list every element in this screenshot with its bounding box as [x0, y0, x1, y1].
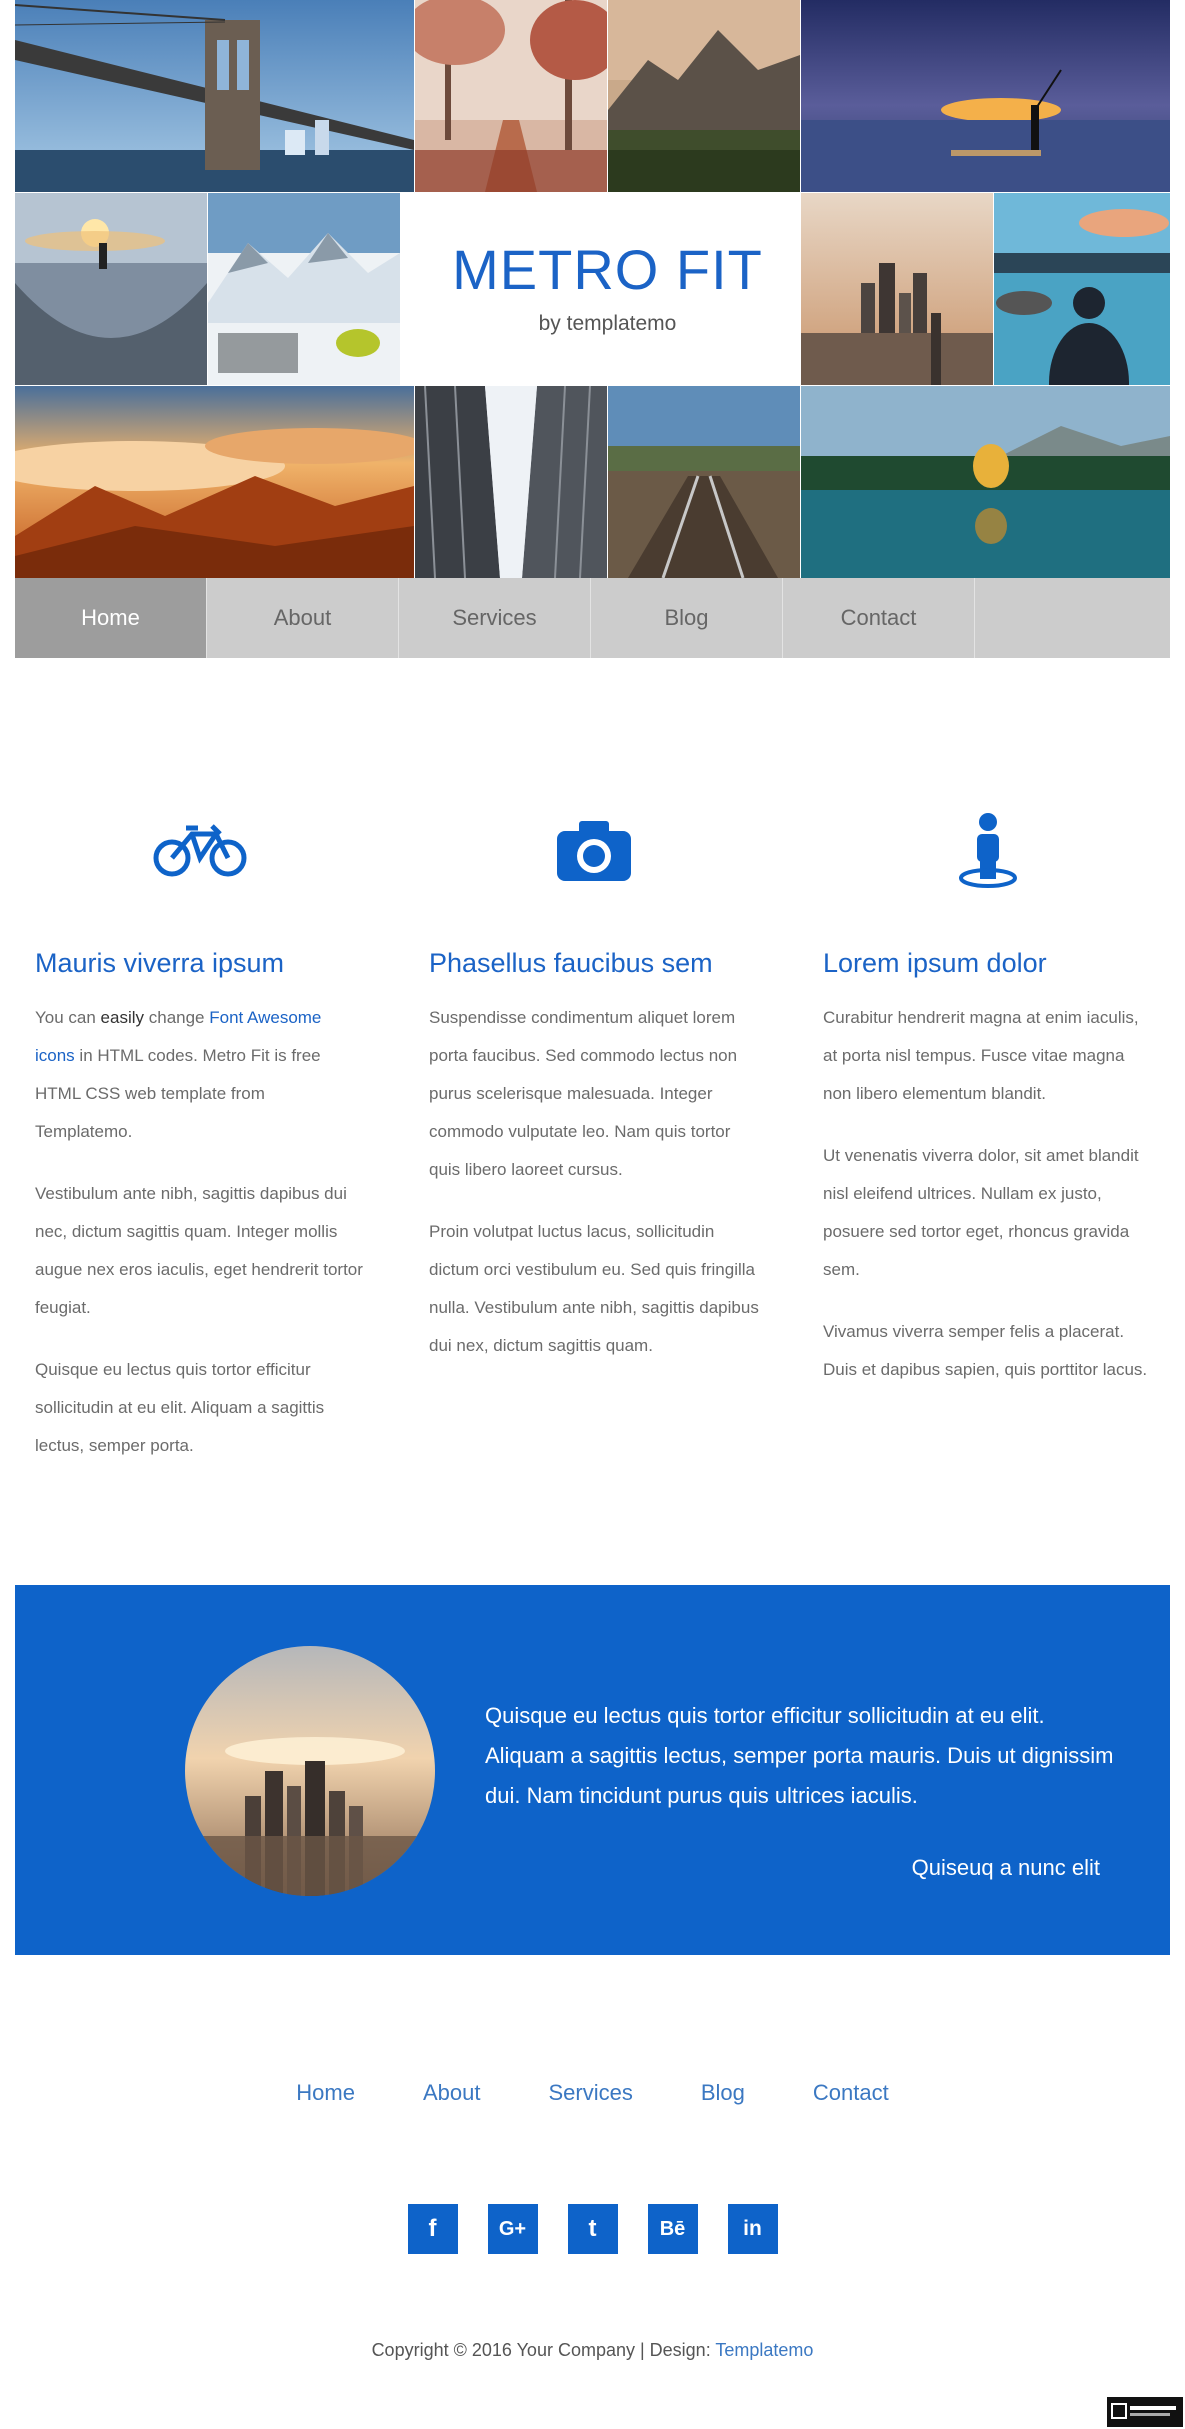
copyright-text: Copyright © 2016 Your Company | Design: — [371, 2340, 716, 2360]
nav-contact[interactable]: Contact — [783, 578, 975, 658]
footer-link-home[interactable]: Home — [296, 2080, 355, 2105]
feature-paragraph: You can easily change Font Awesome icons in HTML codes. Metro Fit is free HTML CSS web template from Templatemo. — [35, 1008, 322, 1141]
twitter-icon[interactable]: t — [568, 2204, 618, 2254]
photo-snowy-mountains — [208, 193, 400, 385]
footer-link-blog[interactable]: Blog — [700, 2080, 745, 2105]
feature-paragraph: Vestibulum ante nibh, sagittis dapibus dui nec, dictum sagittis quam. Integer mollis augue nex eros iaculis, eget hendrerit tortor feugiat. — [35, 1184, 363, 1317]
photo-autumn-forest — [415, 0, 607, 192]
social-links — [0, 2204, 1185, 2254]
feature-column-1 — [35, 810, 365, 1465]
photo-balloon-lake — [801, 386, 1170, 578]
facebook-icon[interactable]: f — [408, 2204, 458, 2254]
testimonial-city-photo — [185, 1646, 435, 1896]
camera-icon — [429, 810, 759, 890]
feature-title: Phasellus faucibus sem — [429, 948, 713, 978]
feature-column-2 — [429, 810, 759, 1365]
linkedin-icon[interactable]: in — [728, 2204, 778, 2254]
photo-railroad-tracks — [608, 386, 800, 578]
photo-lake-hiker — [994, 193, 1170, 385]
brand-block — [415, 193, 800, 385]
photo-brooklyn-bridge — [15, 0, 414, 192]
google-plus-icon[interactable]: G+ — [488, 2204, 538, 2254]
feature-paragraph: Suspendisse condimentum aliquet lorem porta faucibus. Sed commodo lectus non purus scelerisque malesuada. Integer commodo vulputate leo. Nam quis tortor quis libero laoreet cursus. — [429, 1008, 738, 1179]
bicycle-icon — [35, 810, 365, 890]
templatemo-link[interactable]: Templatemo — [715, 2340, 814, 2360]
font-awesome-link[interactable]: Font Awesome icons — [35, 1008, 322, 1065]
feature-paragraph: Ut venenatis viverra dolor, sit amet blandit nisl eleifend ultrices. Nullam ex justo, posuere sed tortor eget, rhoncus gravida sem. — [823, 1146, 1139, 1279]
nav-services[interactable]: Services — [399, 578, 591, 658]
photo-clouds-sunset — [15, 386, 414, 578]
feature-title: Lorem ipsum dolor — [823, 948, 1047, 978]
feature-paragraph: Vivamus viverra semper felis a placerat. Duis et dapibus sapien, quis porttitor lacus. — [823, 1322, 1148, 1379]
site-title: METRO FIT — [452, 238, 763, 301]
hero-photo-grid — [15, 0, 1170, 578]
footer-link-services[interactable]: Services — [548, 2080, 633, 2105]
testimonial-quote: Quisque eu lectus quis tortor efficitur sollicitudin at eu elit. Aliquam a sagittis lectus, semper porta mauris. Duis ut dignissim dui. Nam tincidunt purus quis ultrices iaculis. — [485, 1703, 1114, 1808]
photo-skatepark-sunset — [15, 193, 207, 385]
main-nav — [15, 578, 1170, 658]
street-view-icon — [823, 810, 1153, 890]
nav-about[interactable]: About — [207, 578, 399, 658]
nav-home[interactable]: Home — [15, 578, 207, 658]
nav-filler — [975, 578, 1170, 658]
photo-sunset-fisherman — [801, 0, 1170, 192]
footer-link-contact[interactable]: Contact — [812, 2080, 889, 2105]
feature-paragraph: Quisque eu lectus quis tortor efficitur sollicitudin at eu elit. Aliquam a sagittis lectus, semper porta. — [35, 1360, 325, 1455]
testimonial-band — [15, 1585, 1170, 1955]
testimonial-author: Quiseuq a nunc elit — [911, 1855, 1100, 1880]
copyright — [0, 2340, 1185, 2361]
photo-city-skyline — [801, 193, 993, 385]
feature-title: Mauris viverra ipsum — [35, 948, 285, 978]
photo-skyscrapers-upview — [415, 386, 607, 578]
feature-column-3 — [823, 810, 1153, 1389]
nav-blog[interactable]: Blog — [591, 578, 783, 658]
footer-link-about[interactable]: About — [422, 2080, 481, 2105]
photo-mountain-valley — [608, 0, 800, 192]
footer-nav — [0, 2080, 1185, 2106]
site-subtitle: by templatemo — [538, 312, 677, 335]
behance-icon[interactable]: Bē — [648, 2204, 698, 2254]
feature-paragraph: Proin volutpat luctus lacus, sollicitudin dictum orci vestibulum eu. Sed quis fringilla nulla. Vestibulum ante nibh, sagittis dapibus dui nex, dictum sagittis quam. — [429, 1222, 759, 1355]
watermark-logo — [1107, 2397, 1183, 2427]
feature-paragraph: Curabitur hendrerit magna at enim iaculis, at porta nisl tempus. Fusce vitae magna non libero elementum blandit. — [823, 1008, 1139, 1103]
